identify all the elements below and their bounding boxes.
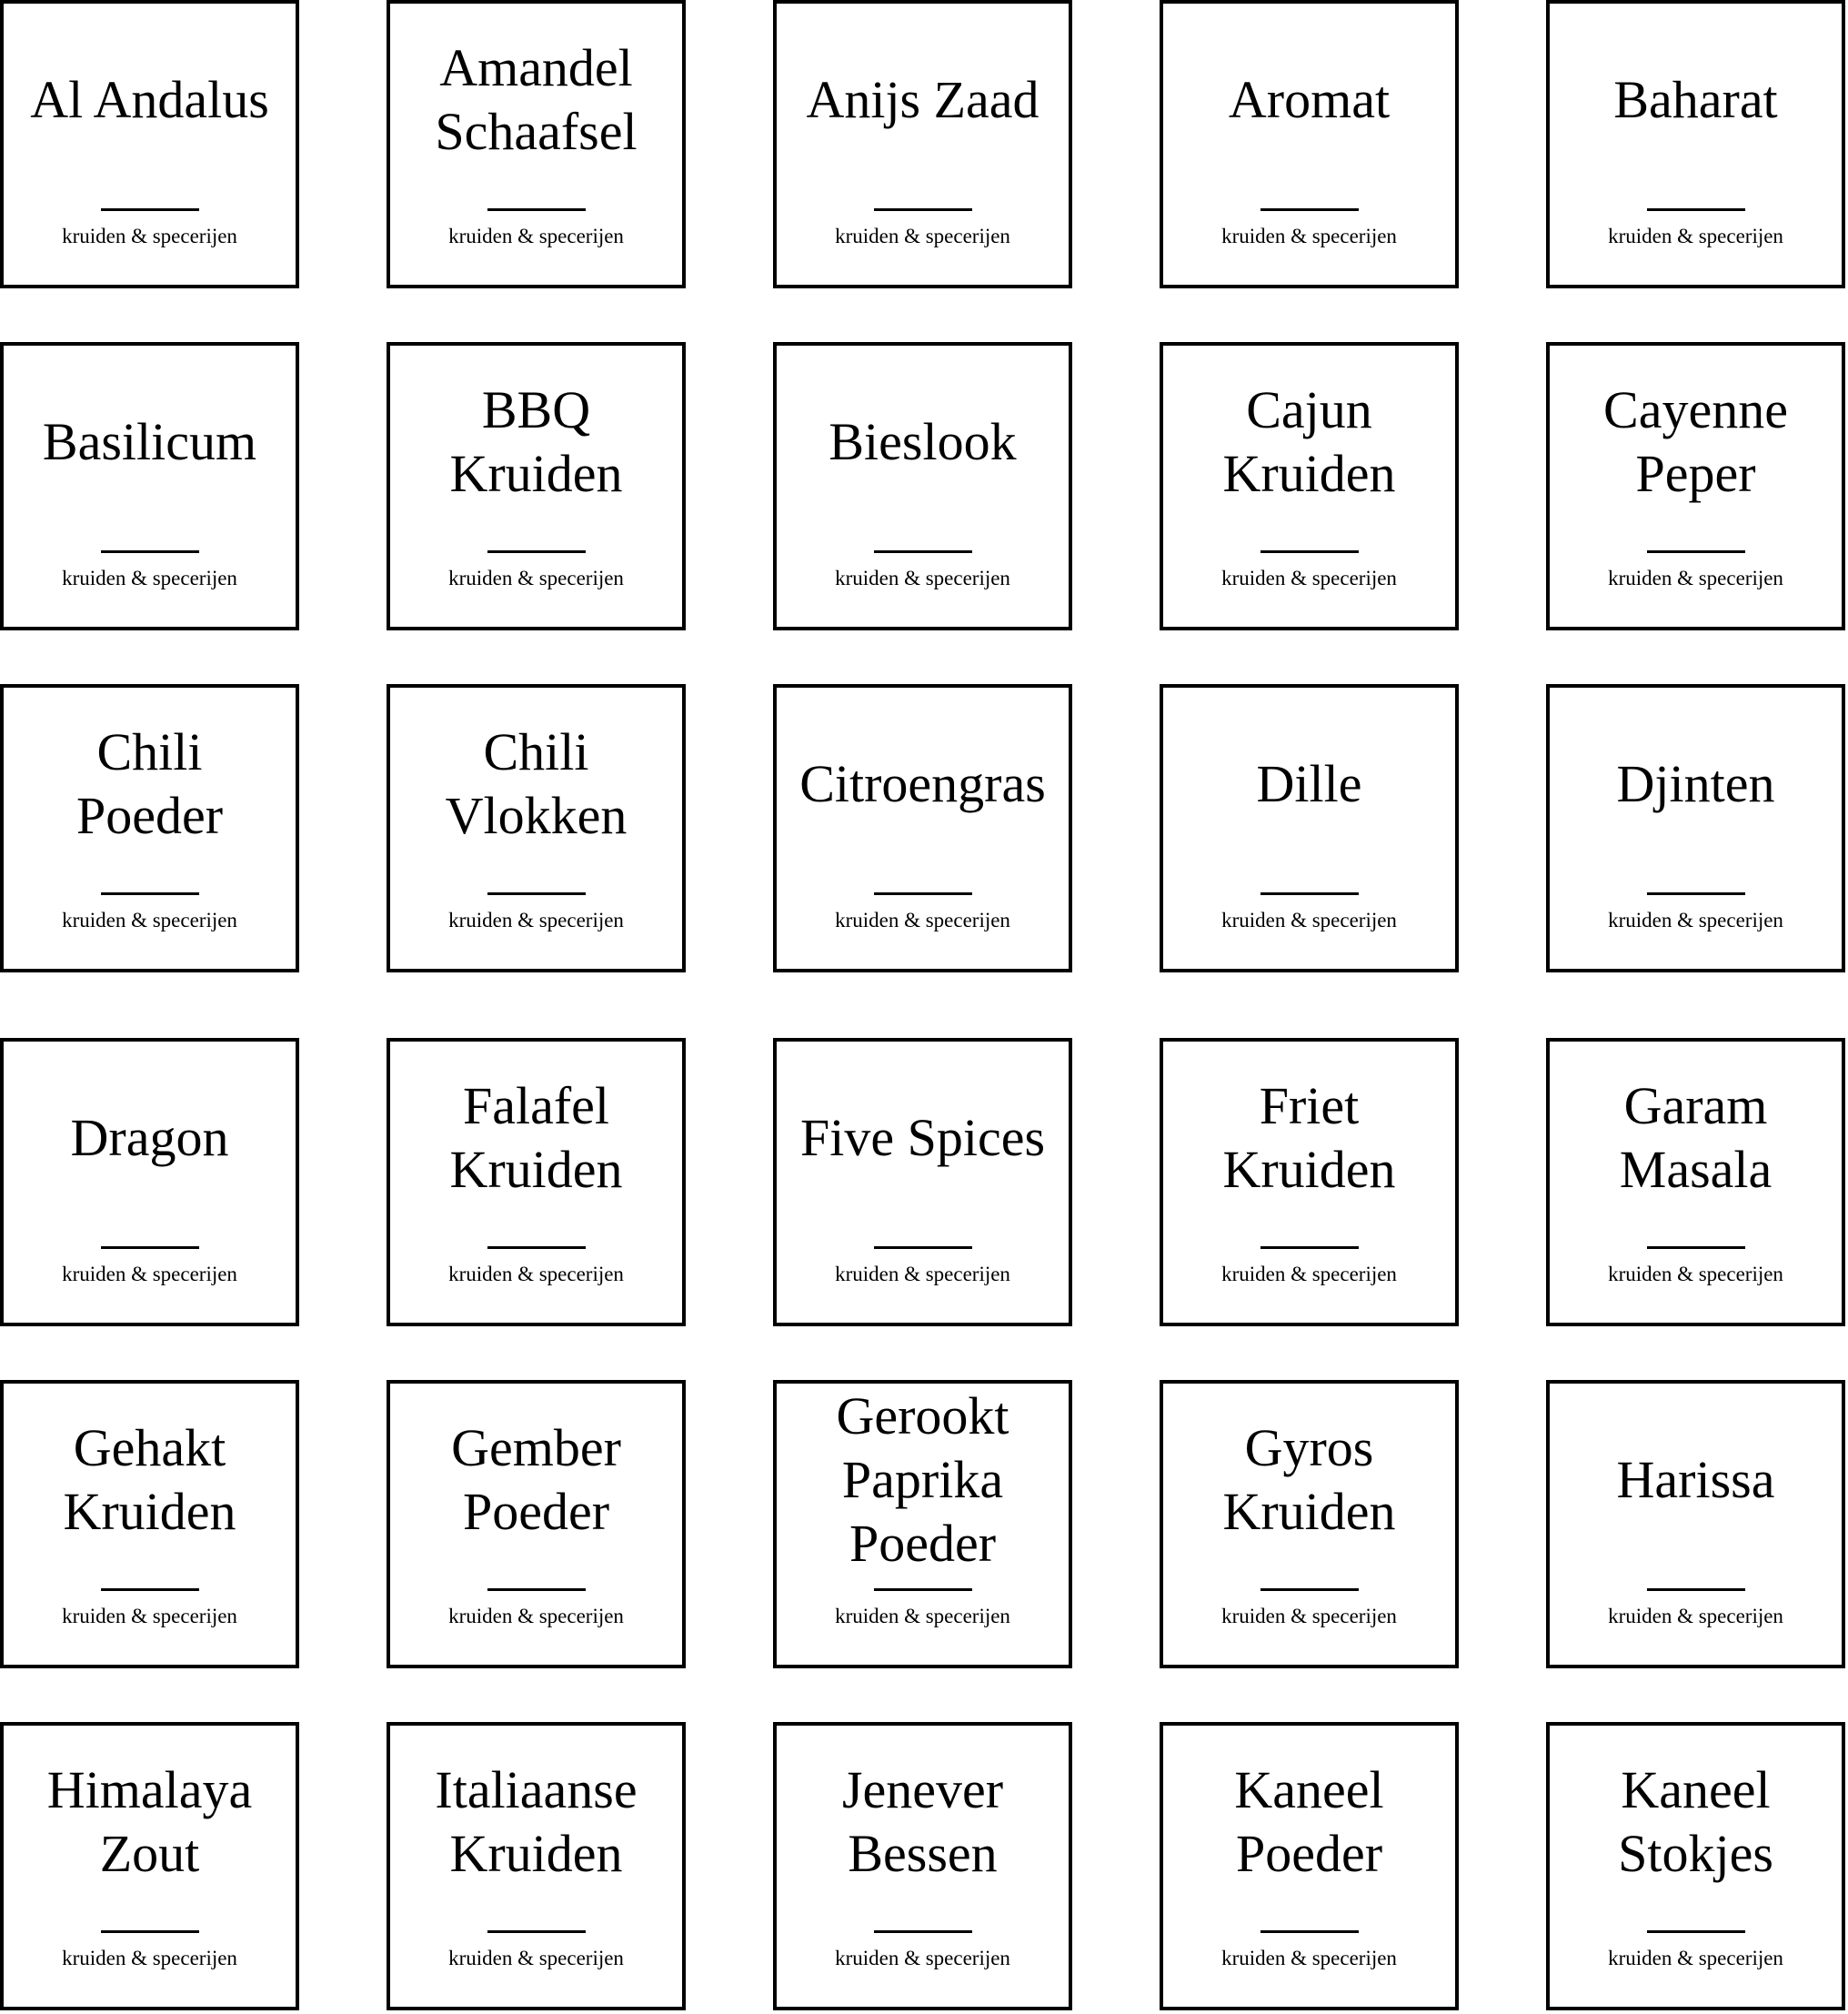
spice-category-subtitle: kruiden & specerijen [835,225,1010,247]
spice-name: Gehakt Kruiden [63,1418,236,1541]
spice-name-area [4,4,296,196]
spice-label [0,684,299,972]
spice-category-subtitle: kruiden & specerijen [835,909,1010,931]
spice-label [387,1038,686,1326]
spice-name: Harissa [1616,1450,1775,1509]
spice-name-area [1163,1042,1455,1234]
spice-name-area [1163,4,1455,196]
spice-name-area [1550,1726,1842,1918]
divider-line [1647,1588,1745,1591]
spice-category-subtitle: kruiden & specerijen [1221,225,1397,247]
spice-name-area [777,688,1069,881]
spice-label [773,684,1072,972]
spice-name-area [777,4,1069,196]
spice-name: Gerookt Paprika Poeder [836,1386,1009,1573]
divider-line [874,550,972,553]
spice-category-subtitle: kruiden & specerijen [1608,1263,1783,1285]
spice-name-area [1163,688,1455,881]
spice-label [1160,0,1459,288]
divider-line [874,1246,972,1249]
spice-label [387,342,686,630]
spice-label [1546,684,1845,972]
spice-name-area [1550,1042,1842,1234]
spice-category-subtitle: kruiden & specerijen [62,909,237,931]
spice-label [773,1038,1072,1326]
spice-category-subtitle: kruiden & specerijen [1608,567,1783,589]
spice-name: Italiaanse Kruiden [435,1760,638,1883]
spice-name: Baharat [1613,70,1778,129]
spice-name-area [777,1042,1069,1234]
spice-category-subtitle: kruiden & specerijen [1608,1947,1783,1969]
spice-label [773,342,1072,630]
spice-name: Five Spices [799,1108,1046,1167]
spice-category-subtitle: kruiden & specerijen [62,1947,237,1969]
spice-name-area [390,346,682,539]
spice-category-subtitle: kruiden & specerijen [1221,1947,1397,1969]
spice-label [773,1380,1072,1668]
spice-name: Djinten [1616,754,1775,813]
spice-category-subtitle: kruiden & specerijen [62,225,237,247]
spice-label [0,1380,299,1668]
spice-label [773,1722,1072,2010]
spice-name-area [777,346,1069,539]
spice-category-subtitle: kruiden & specerijen [448,225,624,247]
spice-name: Kaneel Stokjes [1618,1760,1773,1883]
spice-label [1160,1038,1459,1326]
spice-label [387,1722,686,2010]
divider-line [101,892,199,895]
divider-line [874,208,972,211]
spice-name: Aromat [1228,70,1391,129]
spice-name: Garam Masala [1619,1076,1773,1199]
spice-label [387,1380,686,1668]
spice-category-subtitle: kruiden & specerijen [62,1263,237,1285]
spice-name: Himalaya Zout [46,1760,253,1883]
spice-name-area [4,688,296,881]
spice-label [1160,1380,1459,1668]
spice-category-subtitle: kruiden & specerijen [835,1605,1010,1627]
spice-name: Gyros Kruiden [1222,1418,1396,1541]
spice-label [0,0,299,288]
spice-category-subtitle: kruiden & specerijen [448,567,624,589]
spice-name: Chili Vlokken [445,722,628,845]
spice-name-area [1163,346,1455,539]
spice-name: Jenever Bessen [841,1760,1004,1883]
divider-line [1647,1930,1745,1933]
spice-category-subtitle: kruiden & specerijen [1608,1605,1783,1627]
spice-label [0,1038,299,1326]
divider-line [487,1588,586,1591]
spice-label [773,0,1072,288]
spice-category-subtitle: kruiden & specerijen [1608,909,1783,931]
spice-name: Chili Poeder [75,722,224,845]
divider-line [874,892,972,895]
divider-line [487,208,586,211]
spice-category-subtitle: kruiden & specerijen [1221,567,1397,589]
spice-category-subtitle: kruiden & specerijen [1221,1605,1397,1627]
spice-name-area [777,1726,1069,1918]
divider-line [101,1930,199,1933]
spice-category-subtitle: kruiden & specerijen [448,1947,624,1969]
spice-name: Dragon [70,1108,229,1167]
spice-label [1546,1380,1845,1668]
divider-line [874,1588,972,1591]
spice-name-area [390,1726,682,1918]
spice-name: Kaneel Poeder [1234,1760,1384,1883]
spice-name: Basilicum [42,412,257,471]
spice-name-area [1550,688,1842,881]
spice-label [387,0,686,288]
spice-category-subtitle: kruiden & specerijen [835,1947,1010,1969]
spice-name: Citroengras [799,754,1046,813]
spice-category-subtitle: kruiden & specerijen [1608,225,1783,247]
spice-name: Cayenne Peper [1603,380,1788,503]
spice-name: Bieslook [829,412,1017,471]
divider-line [487,892,586,895]
spice-name-area [4,1726,296,1918]
divider-line [1260,1246,1359,1249]
spice-label [1160,684,1459,972]
divider-line [1647,550,1745,553]
divider-line [1260,892,1359,895]
spice-name: Falafel Kruiden [449,1076,623,1199]
divider-line [1260,1588,1359,1591]
divider-line [487,1930,586,1933]
divider-line [101,208,199,211]
spice-name-area [4,1384,296,1576]
spice-category-subtitle: kruiden & specerijen [448,909,624,931]
spice-label [1546,1038,1845,1326]
spice-name: Friet Kruiden [1222,1076,1396,1199]
spice-label [1546,1722,1845,2010]
divider-line [101,1588,199,1591]
spice-name-area [1163,1384,1455,1576]
spice-name: Dille [1256,754,1362,813]
spice-name-area [390,688,682,881]
spice-label [1546,0,1845,288]
spice-label [0,342,299,630]
spice-name: Gember Poeder [451,1418,621,1541]
divider-line [1260,550,1359,553]
spice-name-area [1550,4,1842,196]
divider-line [101,1246,199,1249]
spice-label [1160,342,1459,630]
spice-label [1160,1722,1459,2010]
spice-category-subtitle: kruiden & specerijen [448,1263,624,1285]
spice-name: Cajun Kruiden [1222,380,1396,503]
spice-name-area [390,1384,682,1576]
divider-line [487,550,586,553]
spice-category-subtitle: kruiden & specerijen [835,1263,1010,1285]
spice-name-area [1163,1726,1455,1918]
divider-line [1647,1246,1745,1249]
spice-name-area [777,1384,1069,1576]
spice-label [387,684,686,972]
spice-category-subtitle: kruiden & specerijen [1221,909,1397,931]
spice-name-area [4,346,296,539]
spice-category-subtitle: kruiden & specerijen [1221,1263,1397,1285]
divider-line [487,1246,586,1249]
spice-name: Al Andalus [30,70,269,129]
spice-name-area [390,4,682,196]
divider-line [1260,1930,1359,1933]
spice-name-area [1550,346,1842,539]
spice-name-area [390,1042,682,1234]
spice-category-subtitle: kruiden & specerijen [448,1605,624,1627]
spice-label [0,1722,299,2010]
spice-name-area [4,1042,296,1234]
spice-name-area [1550,1384,1842,1576]
divider-line [101,550,199,553]
spice-name: Anijs Zaad [806,70,1040,129]
spice-name: BBQ Kruiden [449,380,623,503]
divider-line [874,1930,972,1933]
divider-line [1260,208,1359,211]
spice-name: Amandel Schaafsel [435,38,638,161]
divider-line [1647,208,1745,211]
spice-category-subtitle: kruiden & specerijen [835,567,1010,589]
spice-label [1546,342,1845,630]
spice-category-subtitle: kruiden & specerijen [62,567,237,589]
divider-line [1647,892,1745,895]
spice-category-subtitle: kruiden & specerijen [62,1605,237,1627]
